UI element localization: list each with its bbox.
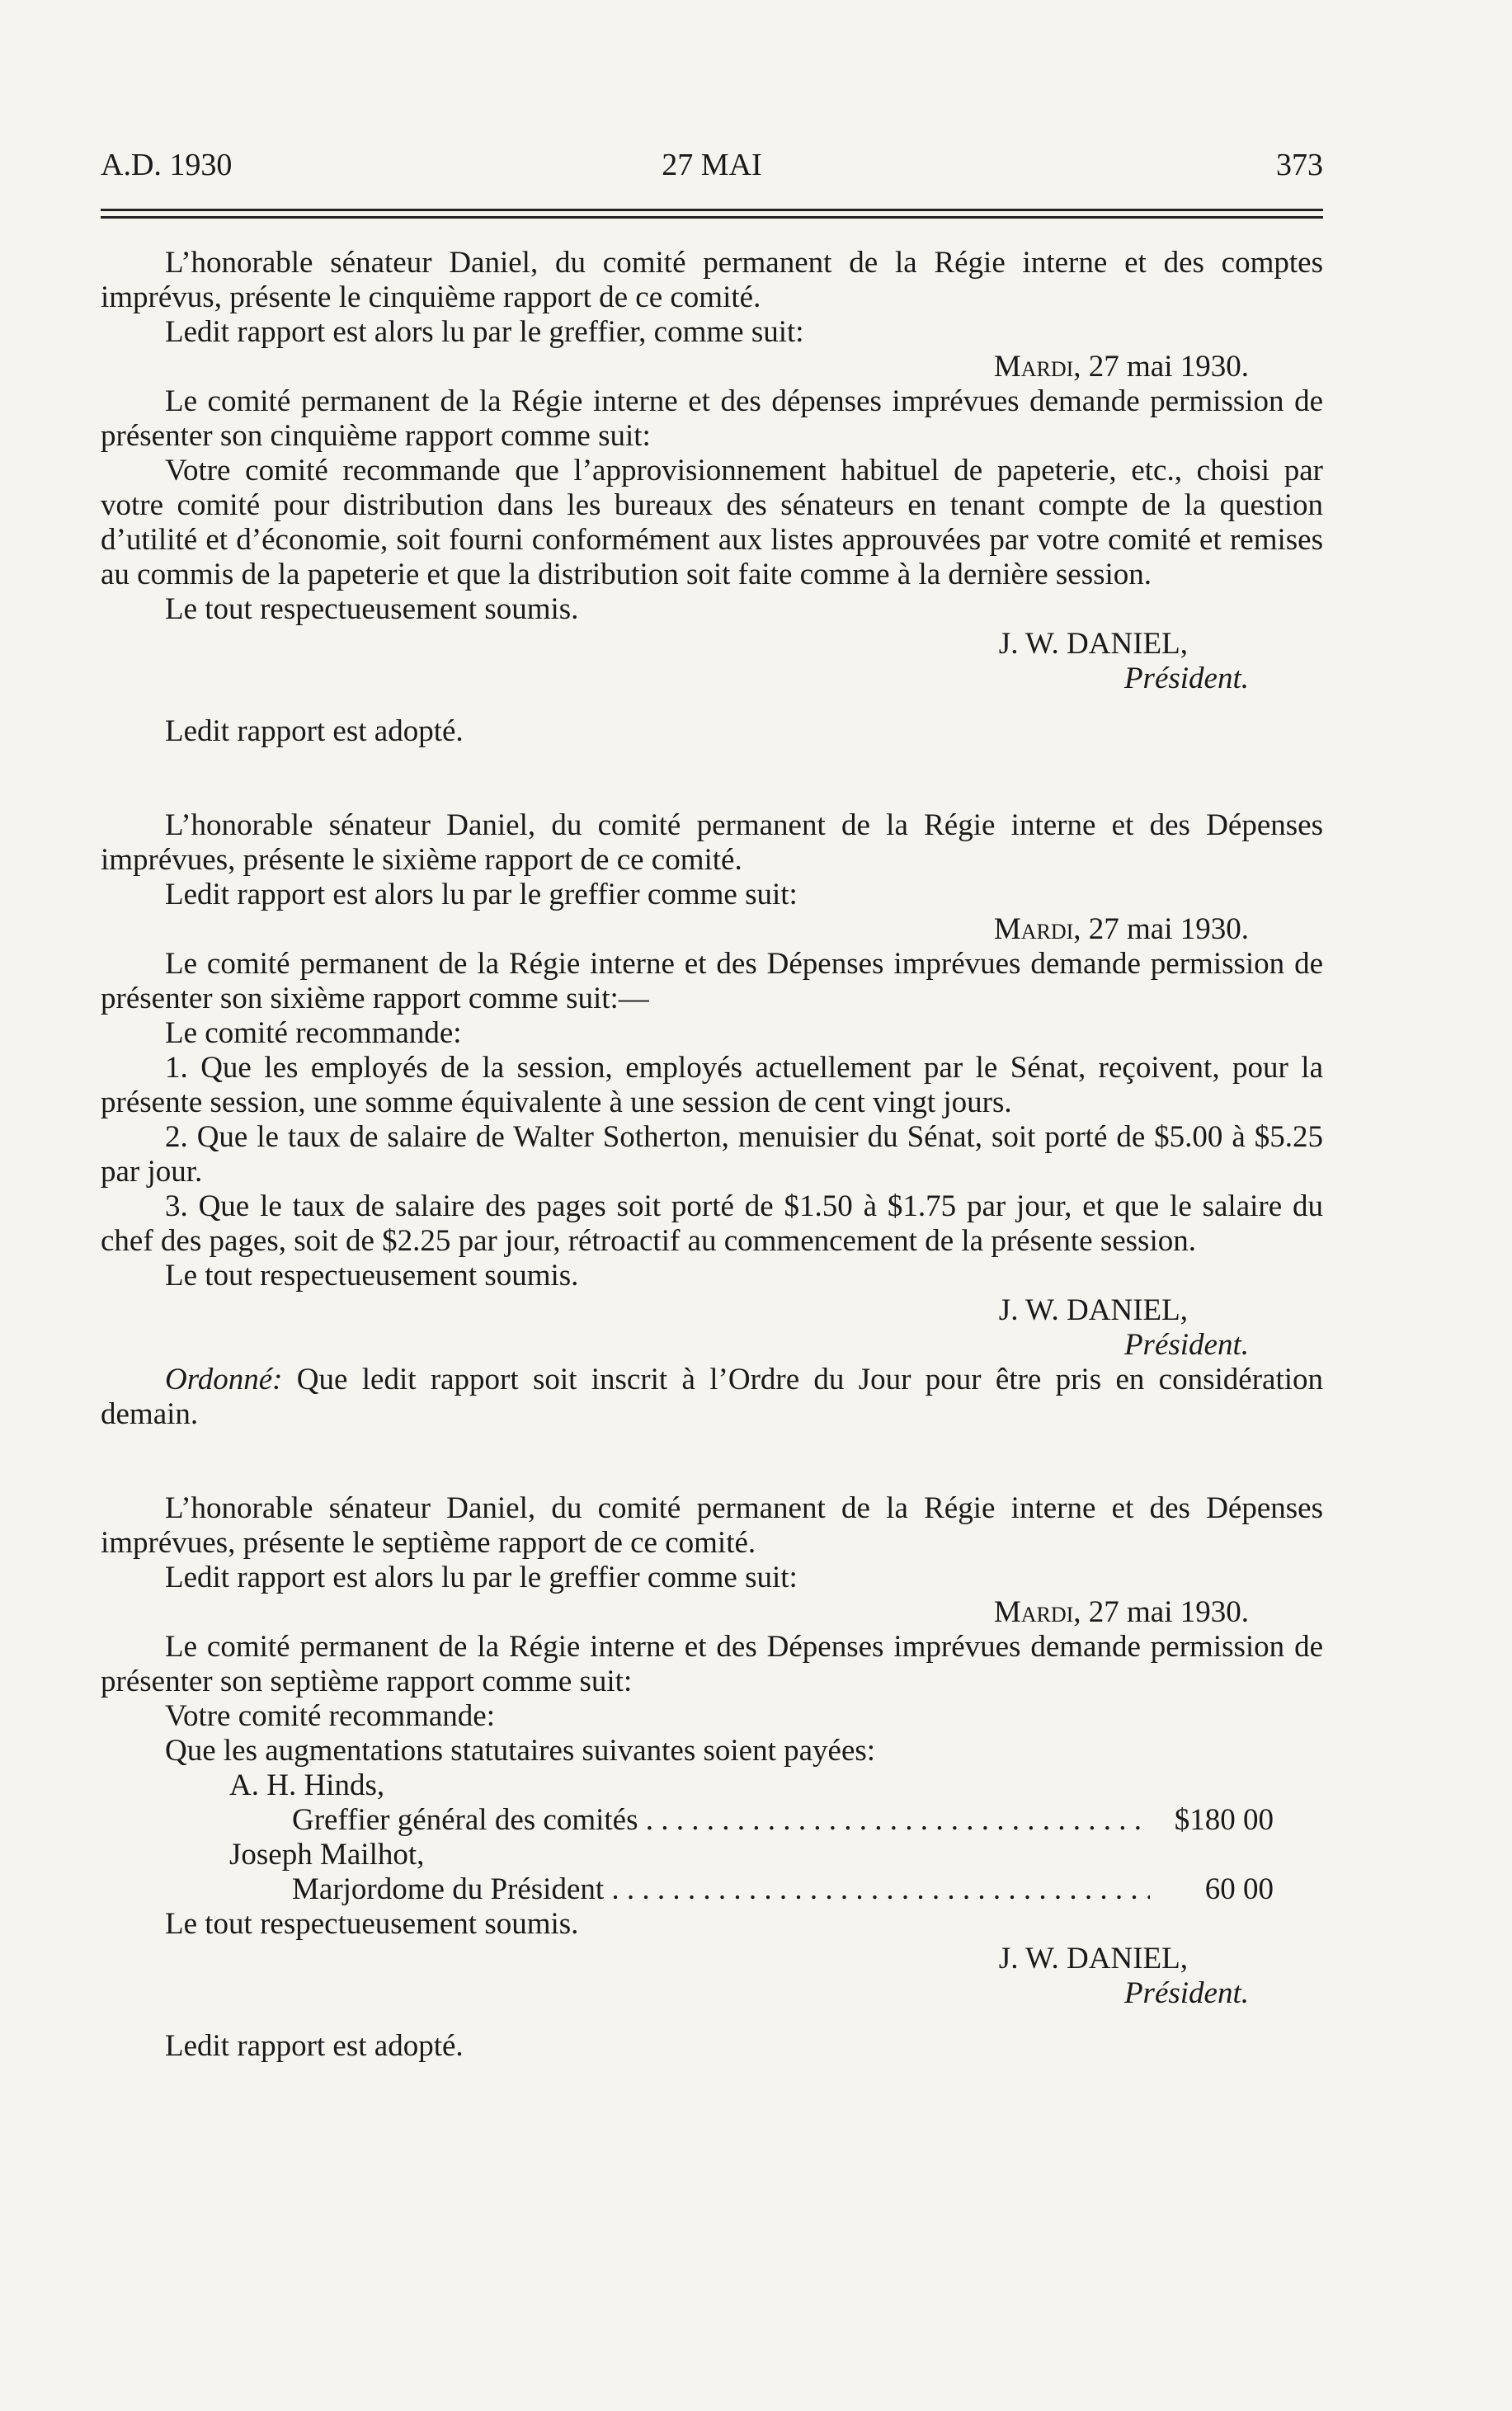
entry-name: Joseph Mailhot,: [229, 1838, 425, 1872]
entry-line: [101, 1872, 1274, 1907]
report-paragraph: Le comité recommande:: [165, 1016, 462, 1050]
report-item: 1. Que les employés de la session, employés actuellement par le Sénat, reçoivent, pour la présente session, une somme équivalente à une session de cent vingt jours.: [101, 1051, 1323, 1119]
date-text: 27 mai 1930.: [1088, 350, 1249, 384]
order-label: Ordonné:: [165, 1363, 283, 1396]
report-paragraph: Le comité permanent de la Régie interne et des dépenses imprévues demande permission de présenter son cinquième rapport comme suit:: [101, 384, 1323, 453]
date-day: Mardi,: [993, 912, 1081, 946]
signature-title: Président.: [1123, 662, 1249, 695]
entry-line: [101, 1803, 1274, 1838]
signature-title: Président.: [1123, 1976, 1249, 2010]
date-text: 27 mai 1930.: [1088, 1595, 1249, 1629]
report-intro: L’honorable sénateur Daniel, du comité permanent de la Régie interne et des Dépenses imprévues, présente le sixième rapport de ce comité.: [101, 808, 1323, 877]
report-closing: Le tout respectueusement soumis.: [165, 1907, 579, 1941]
sixth-report: [101, 808, 1323, 1432]
entry-amount: 60 00: [1204, 1872, 1274, 1906]
report-item: 2. Que le taux de salaire de Walter Sotherton, menuisier du Sénat, soit porté de $5.00 à $5.25 par jour.: [101, 1120, 1323, 1189]
header-rule-bottom: [101, 216, 1323, 219]
page-number: 373: [1276, 148, 1323, 182]
entry-role: Marjordome du Président . . .: [292, 1872, 1150, 1907]
report-outcome: Ledit rapport est adopté.: [165, 2029, 464, 2063]
report-read-line: Ledit rapport est alors lu par le greffier comme suit:: [165, 878, 798, 911]
report-intro: L’honorable sénateur Daniel, du comité permanent de la Régie interne et des comptes imprévus, présente le cinquième rapport de ce comité.: [101, 246, 1323, 314]
report-paragraph: Que les augmentations statutaires suivantes soient payées:: [165, 1734, 876, 1768]
report-paragraph: Votre comité recommande que l’approvisionnement habituel de papeterie, etc., choisi par votre comité pour distribution dans les bureaux des sénateurs en tenant compte de la question d’utilité et d’économie, soit fourni conformément aux listes approuvées par votre comité et remises au commis de la papeterie et que la distribution soit faite comme à la dernière session.: [101, 454, 1323, 591]
entry-role: Greffier général des comités . . .: [292, 1803, 1150, 1838]
report-item: 3. Que le taux de salaire des pages soit porté de $1.50 à $1.75 par jour, et que le salaire du chef des pages, soit de $2.25 par jour, rétroactif au commencement de la présente session.: [101, 1189, 1323, 1258]
seventh-report: [101, 1491, 1323, 2064]
signature: J. W. DANIEL,: [998, 1942, 1188, 1975]
entry-amount: $180 00: [1174, 1803, 1274, 1837]
report-closing: Le tout respectueusement soumis.: [165, 1259, 579, 1293]
report-intro: L’honorable sénateur Daniel, du comité permanent de la Régie interne et des Dépenses imprévues, présente le septième rapport de ce comité.: [101, 1491, 1323, 1560]
header-rule-top: [101, 209, 1323, 211]
header-date: 27 MAI: [662, 148, 762, 182]
report-read-line: Ledit rapport est alors lu par le greffier, comme suit:: [165, 315, 804, 349]
report-closing: Le tout respectueusement soumis.: [165, 592, 579, 626]
page-header: [101, 147, 1323, 188]
report-paragraph: Le comité permanent de la Régie interne et des Dépenses imprévues demande permission de présenter son septième rapport comme suit:: [101, 1630, 1323, 1698]
entry-name: A. H. Hinds,: [229, 1768, 385, 1802]
fifth-report: [101, 246, 1323, 749]
report-date: [101, 350, 1323, 384]
report-outcome: Ledit rapport est adopté.: [165, 714, 464, 748]
report-date: [101, 1595, 1323, 1630]
report-read-line: Ledit rapport est alors lu par le greffier comme suit:: [165, 1561, 798, 1594]
header-year: A.D. 1930: [101, 148, 233, 182]
signature-title: Président.: [1123, 1328, 1249, 1362]
date-day: Mardi,: [993, 1595, 1081, 1629]
signature: J. W. DANIEL,: [998, 1293, 1188, 1327]
report-paragraph: Votre comité recommande:: [165, 1699, 496, 1733]
order-line: [101, 1363, 1323, 1432]
report-date: [101, 912, 1323, 947]
report-paragraph: Le comité permanent de la Régie interne et des Dépenses imprévues demande permission de présenter son sixième rapport comme suit:—: [101, 947, 1323, 1015]
date-text: 27 mai 1930.: [1088, 912, 1249, 946]
signature: J. W. DANIEL,: [998, 627, 1188, 661]
order-text: Que ledit rapport soit inscrit à l’Ordre du Jour pour être pris en considération demain.: [101, 1363, 1323, 1431]
date-day: Mardi,: [993, 350, 1081, 384]
page-body: [101, 246, 1323, 2064]
